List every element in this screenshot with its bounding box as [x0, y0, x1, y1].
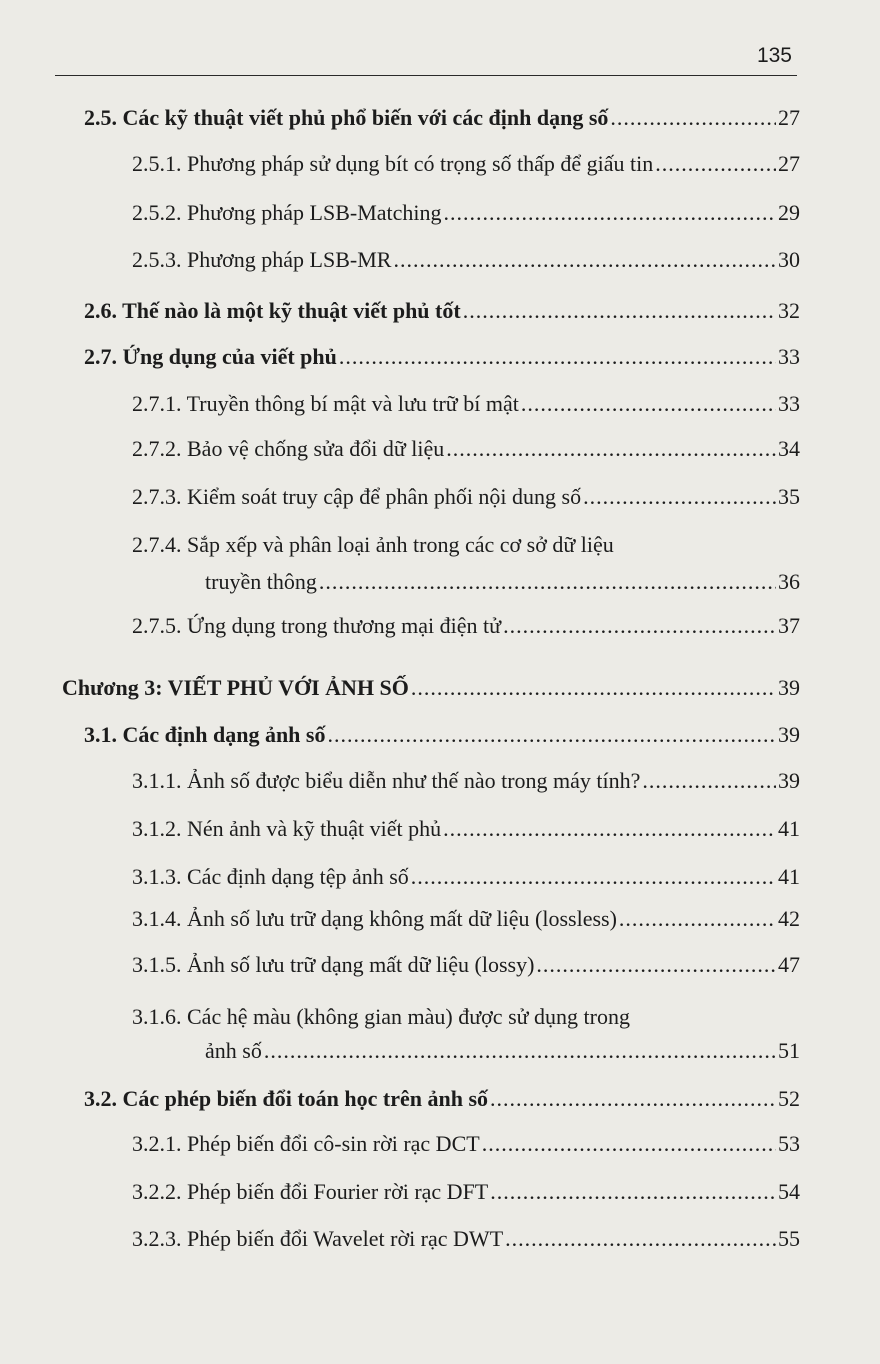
toc-entry-page: 53: [778, 1131, 800, 1156]
toc-entry[interactable]: [62, 674, 800, 702]
dot-leader: [490, 1178, 776, 1206]
toc-entry-page: 39: [778, 675, 800, 700]
dot-leader: [446, 435, 776, 463]
toc-entry-page: 41: [778, 816, 800, 841]
toc-entry-title: 2.6. Thế nào là một kỹ thuật viết phủ tốt: [84, 298, 461, 323]
toc-entry-title-line1: 3.1.6. Các hệ màu (không gian màu) được sử dụng trong: [132, 1004, 630, 1029]
header-rule: [55, 75, 797, 76]
toc-entry-page: 51: [778, 1038, 800, 1063]
toc-entry-page: 27: [778, 151, 800, 176]
toc-entry[interactable]: [84, 721, 800, 749]
toc-entry-title: 2.7.1. Truyền thông bí mật và lưu trữ bí mật: [132, 391, 519, 416]
dot-leader: [642, 767, 776, 795]
dot-leader: [490, 1085, 776, 1113]
toc-entry-title: 2.5.2. Phương pháp LSB-Matching: [132, 200, 442, 225]
toc-entry-title: 3.2.2. Phép biến đổi Fourier rời rạc DFT: [132, 1179, 489, 1204]
dot-leader: [411, 863, 776, 891]
dot-leader: [463, 297, 776, 325]
toc-entry-page: 39: [778, 768, 800, 793]
toc-entry-title: ảnh số: [205, 1038, 262, 1063]
toc-entry[interactable]: [132, 951, 800, 979]
dot-leader: [583, 483, 776, 511]
dot-leader: [655, 150, 776, 178]
toc-entry[interactable]: [205, 1037, 800, 1065]
toc-entry[interactable]: [132, 435, 800, 463]
dot-leader: [393, 246, 776, 274]
dot-leader: [443, 815, 776, 843]
dot-leader: [444, 199, 776, 227]
toc-entry-title: 2.7.3. Kiểm soát truy cập để phân phối nội dung số: [132, 484, 582, 509]
toc-entry-title: 3.1.3. Các định dạng tệp ảnh số: [132, 864, 409, 889]
toc-entry[interactable]: [132, 1130, 800, 1158]
toc-entry-title: 2.5.3. Phương pháp LSB-MR: [132, 247, 392, 272]
toc-entry[interactable]: [84, 1085, 800, 1113]
toc-entry-page: 47: [778, 952, 800, 977]
toc-entry[interactable]: [84, 297, 800, 325]
toc-entry-title: 2.7. Ứng dụng của viết phủ: [84, 344, 337, 369]
toc-entry-title: 3.1.5. Ảnh số lưu trữ dạng mất dữ liệu (lossy): [132, 952, 535, 977]
toc-entry[interactable]: [132, 390, 800, 418]
dot-leader: [503, 612, 776, 640]
toc-entry-page: 34: [778, 436, 800, 461]
toc-entry[interactable]: [205, 568, 800, 596]
toc-entry-page: 36: [778, 569, 800, 594]
toc-entry-title: 3.2.1. Phép biến đổi cô-sin rời rạc DCT: [132, 1131, 480, 1156]
toc-entry-title: 2.5.1. Phương pháp sử dụng bít có trọng số thấp để giấu tin: [132, 151, 654, 176]
toc-entry[interactable]: [132, 767, 800, 795]
dot-leader: [521, 390, 776, 418]
dot-leader: [482, 1130, 776, 1158]
toc-entry-page: 54: [778, 1179, 800, 1204]
toc-entry[interactable]: [132, 1225, 800, 1253]
toc-entry-page: 33: [778, 391, 800, 416]
toc-entry[interactable]: [132, 905, 800, 933]
dot-leader: [610, 104, 776, 132]
dot-leader: [339, 343, 776, 371]
toc-entry-title: 3.1. Các định dạng ảnh số: [84, 722, 326, 747]
toc-entry-title: 3.2. Các phép biến đổi toán học trên ảnh số: [84, 1086, 489, 1111]
toc-entry-title: truyền thông: [205, 569, 317, 594]
toc-entry-title: 3.1.4. Ảnh số lưu trữ dạng không mất dữ liệu (lossless): [132, 906, 617, 931]
toc-entry-page: 29: [778, 200, 800, 225]
toc-entry-title: 3.1.1. Ảnh số được biểu diễn như thế nào trong máy tính?: [132, 768, 641, 793]
toc-entry-page: 37: [778, 613, 800, 638]
toc-entry-page: 30: [778, 247, 800, 272]
toc-entry[interactable]: [132, 246, 800, 274]
toc-entry[interactable]: [84, 104, 800, 132]
dot-leader: [327, 721, 776, 749]
toc-entry-page: 32: [778, 298, 800, 323]
toc-entry-title: 2.7.2. Bảo vệ chống sửa đổi dữ liệu: [132, 436, 445, 461]
toc-entry-title: 2.5. Các kỹ thuật viết phủ phổ biến với các định dạng số: [84, 105, 609, 130]
dot-leader: [505, 1225, 776, 1253]
toc-entry[interactable]: [132, 815, 800, 843]
toc-entry[interactable]: [132, 1178, 800, 1206]
dot-leader: [411, 674, 776, 702]
toc-entry-page: 52: [778, 1086, 800, 1111]
toc-entry-page: 39: [778, 722, 800, 747]
toc-entry[interactable]: [132, 483, 800, 511]
toc-entry-page: 27: [778, 105, 800, 130]
toc-entry-page: 35: [778, 484, 800, 509]
toc-entry[interactable]: [84, 343, 800, 371]
page-number: 135: [756, 44, 792, 67]
toc-entry-page: 33: [778, 344, 800, 369]
toc-entry-page: 55: [778, 1226, 800, 1251]
dot-leader: [536, 951, 776, 979]
toc-entry-title: Chương 3: VIẾT PHỦ VỚI ẢNH SỐ: [62, 675, 409, 700]
toc-entry[interactable]: [132, 199, 800, 227]
toc-entry-title: 3.2.3. Phép biến đổi Wavelet rời rạc DWT: [132, 1226, 504, 1251]
dot-leader: [619, 905, 776, 933]
toc-entry-page: 42: [778, 906, 800, 931]
toc-entry[interactable]: [132, 150, 800, 178]
toc-entry-title-line1: 2.7.4. Sắp xếp và phân loại ảnh trong các cơ sở dữ liệu: [132, 532, 614, 557]
toc-entry-page: 41: [778, 864, 800, 889]
toc-entry[interactable]: [132, 863, 800, 891]
dot-leader: [264, 1037, 776, 1065]
toc-entry-title: 2.7.5. Ứng dụng trong thương mại điện tử: [132, 613, 502, 638]
dot-leader: [319, 568, 776, 596]
toc-entry[interactable]: [132, 612, 800, 640]
toc-entry-title: 3.1.2. Nén ảnh và kỹ thuật viết phủ: [132, 816, 442, 841]
